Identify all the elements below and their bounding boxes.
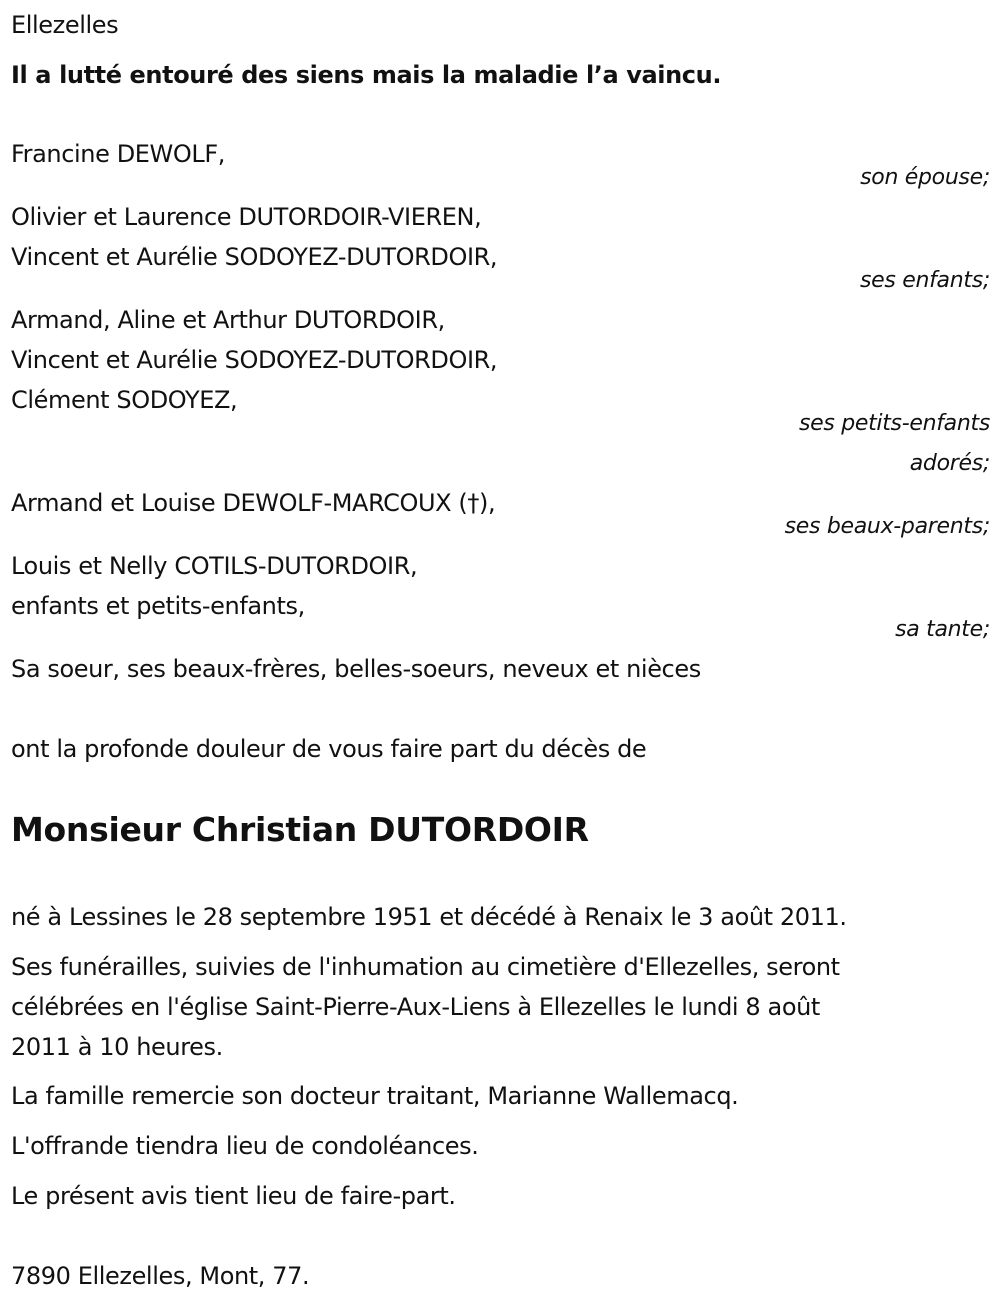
quote: Il a lutté entouré des siens mais la maladie l’a vaincu. xyxy=(11,61,722,89)
family-role: ses enfants; xyxy=(859,268,990,293)
family-name: enfants et petits-enfants, xyxy=(11,592,305,620)
announcement: ont la profonde douleur de vous faire part du décès de xyxy=(11,735,647,763)
family-name: Louis et Nelly COTILS-DUTORDOIR, xyxy=(11,552,418,580)
notice: Le présent avis tient lieu de faire-part. xyxy=(11,1182,456,1210)
family-role: adorés; xyxy=(909,451,990,476)
other-relatives: Sa soeur, ses beaux-frères, belles-soeurs, neveux et nièces xyxy=(11,655,701,683)
location: Ellezelles xyxy=(11,11,119,39)
family-name: Vincent et Aurélie SODOYEZ-DUTORDOIR, xyxy=(11,243,498,271)
deceased-name: Monsieur Christian DUTORDOIR xyxy=(11,810,589,849)
family-name: Armand et Louise DEWOLF-MARCOUX (†), xyxy=(11,489,496,517)
family-name: Olivier et Laurence DUTORDOIR-VIEREN, xyxy=(11,203,482,231)
family-role: ses beaux-parents; xyxy=(784,514,990,539)
funeral-line: 2011 à 10 heures. xyxy=(11,1033,223,1061)
funeral-line: célébrées en l'église Saint-Pierre-Aux-Liens à Ellezelles le lundi 8 août xyxy=(11,993,820,1021)
family-name: Francine DEWOLF, xyxy=(11,140,225,168)
family-name: Vincent et Aurélie SODOYEZ-DUTORDOIR, xyxy=(11,346,498,374)
offering: L'offrande tiendra lieu de condoléances. xyxy=(11,1132,479,1160)
thanks: La famille remercie son docteur traitant, Marianne Wallemacq. xyxy=(11,1082,739,1110)
family-role: sa tante; xyxy=(895,617,990,642)
birth-death: né à Lessines le 28 septembre 1951 et décédé à Renaix le 3 août 2011. xyxy=(11,903,847,931)
family-name: Clément SODOYEZ, xyxy=(11,386,238,414)
family-role: son épouse; xyxy=(860,165,990,190)
address: 7890 Ellezelles, Mont, 77. xyxy=(11,1262,310,1290)
family-name: Armand, Aline et Arthur DUTORDOIR, xyxy=(11,306,445,334)
funeral-line: Ses funérailles, suivies de l'inhumation au cimetière d'Ellezelles, seront xyxy=(11,953,840,981)
family-role: ses petits-enfants xyxy=(798,411,990,436)
